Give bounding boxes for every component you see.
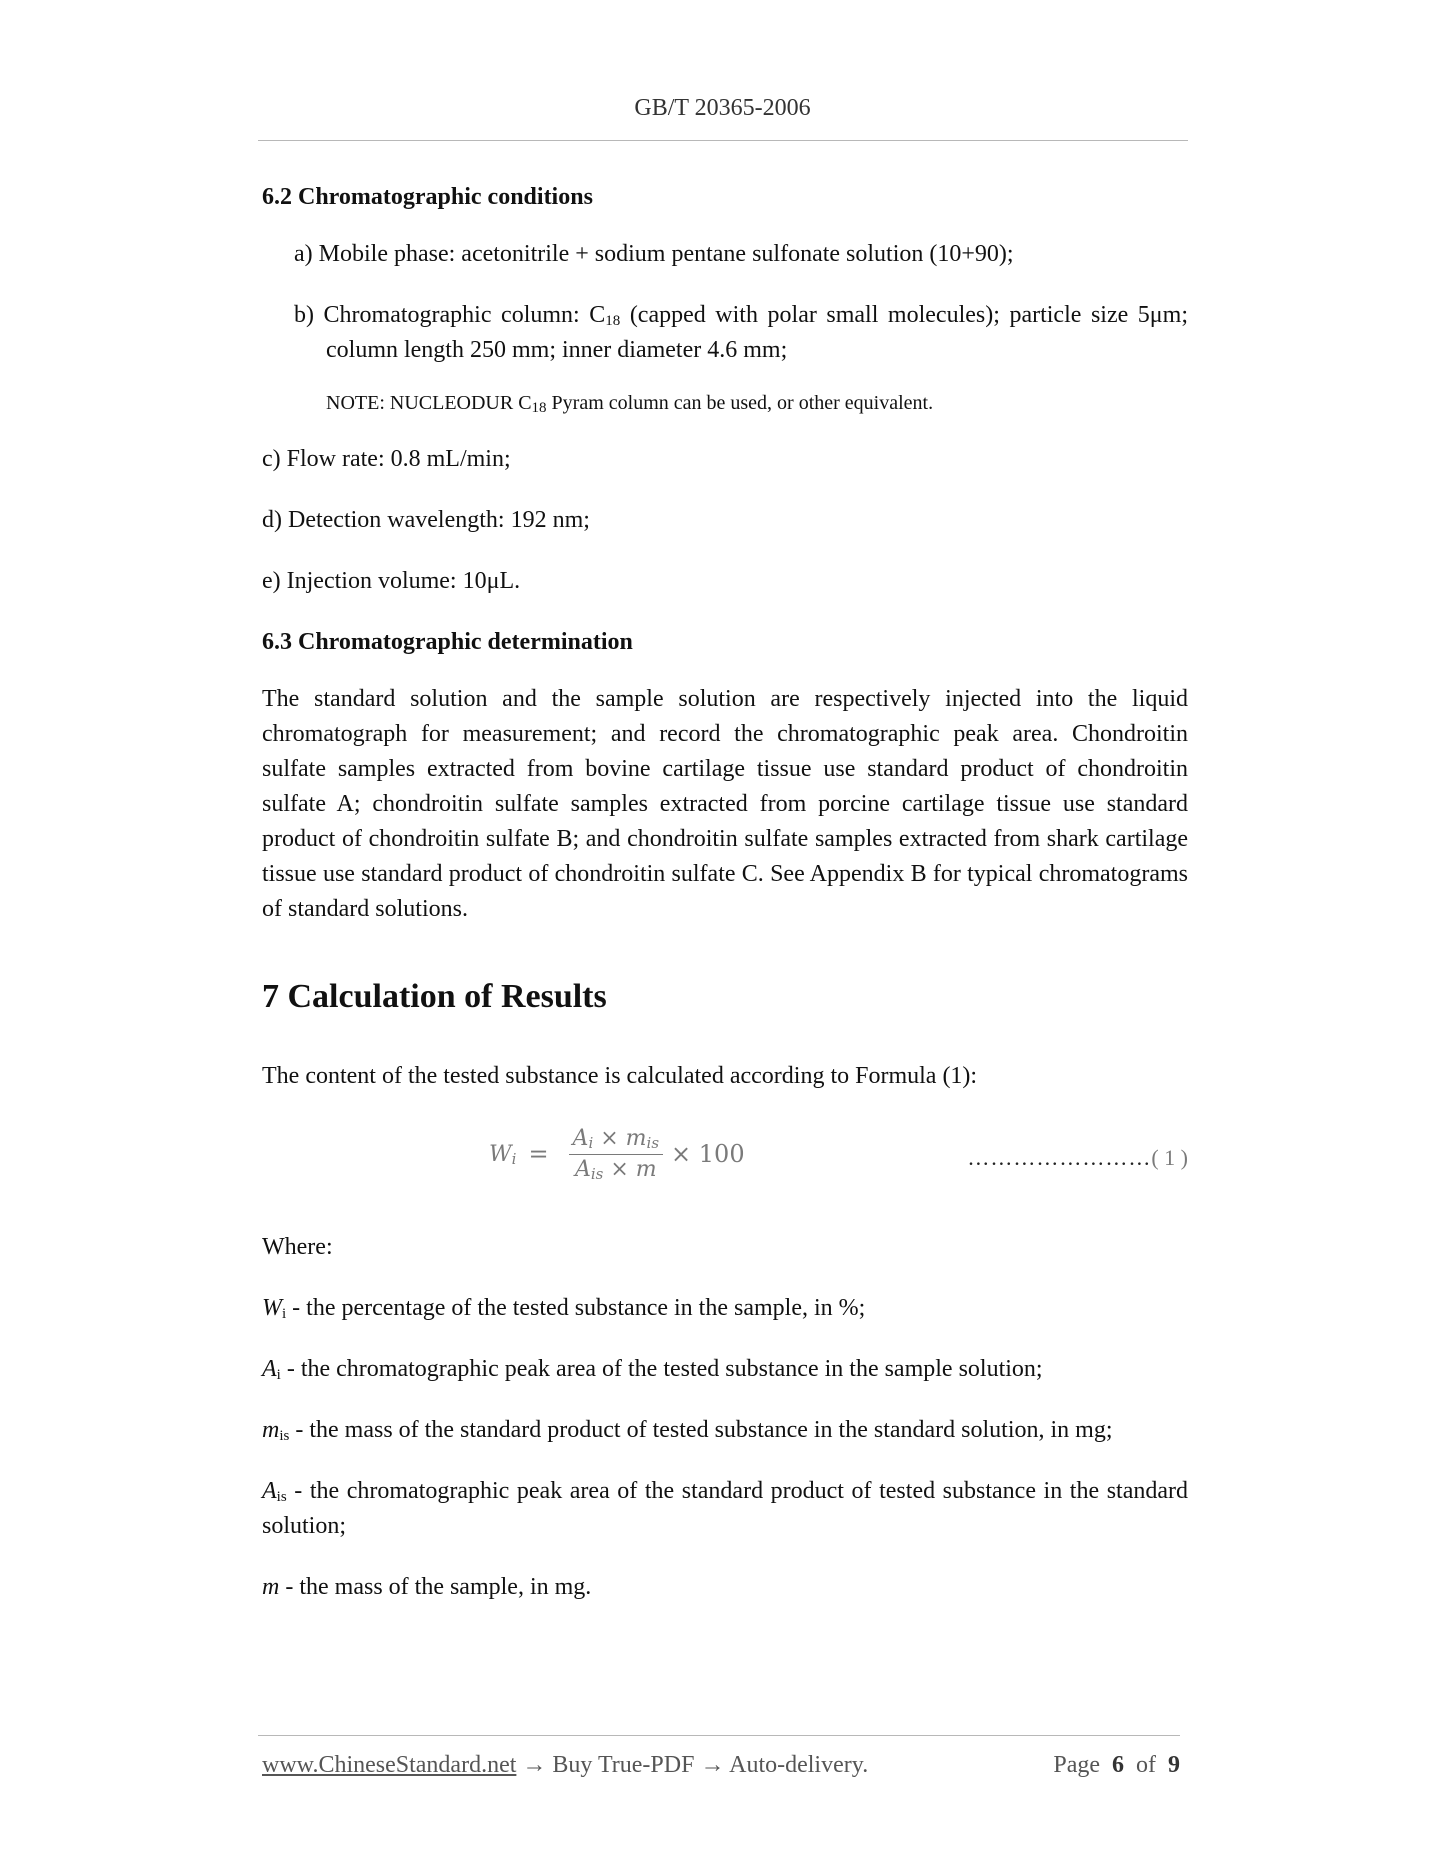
formula-1 xyxy=(262,1120,1188,1208)
heading-6-3: 6.3 Chromatographic determination xyxy=(262,629,633,655)
den-times: × xyxy=(603,1157,636,1182)
def-m xyxy=(262,1570,1188,1605)
formula-intro: The content of the tested substance is calculated according to Formula (1): xyxy=(262,1063,978,1089)
paragraph-6-3: The standard solution and the sample solution are respectively injected into the liquid chromatograph for measurement; and record the chromatographic peak area. Chondroitin sulfate samples extracted from bovine cartilage tissue use standard product of chondroitin sulfate A; chondroitin sulfate samples extracted from porcine cartilage tissue use standard product of chondroitin sulfate B; and chondroitin sulfate samples extracted from shark cartilage tissue use standard product of chondroitin sulfate C. See Appendix B for typical chromatograms of standard solutions. xyxy=(262,686,1188,922)
formula-expression xyxy=(489,1124,745,1185)
page-label: Page xyxy=(1053,1752,1100,1778)
page-number: 6 xyxy=(1112,1752,1124,1778)
def-ais-sym: A xyxy=(262,1478,277,1504)
def-mis-text: - the mass of the standard product of tested substance in the standard solution, in mg; xyxy=(289,1417,1113,1443)
def-ais xyxy=(262,1474,1188,1544)
heading-7: 7 Calculation of Results xyxy=(262,978,607,1015)
header-rule xyxy=(258,140,1188,141)
def-m-text: - the mass of the sample, in mg. xyxy=(279,1574,592,1600)
note-column xyxy=(262,388,1188,418)
formula-factor: × 100 xyxy=(671,1140,745,1168)
heading-6-2: 6.2 Chromatographic conditions xyxy=(262,184,593,210)
footer xyxy=(262,1752,1180,1779)
item-b-pre: b) Chromatographic column: C xyxy=(294,302,606,328)
note-sub: 18 xyxy=(531,400,547,416)
where-label: Where: xyxy=(262,1234,333,1260)
def-wi xyxy=(262,1291,1188,1326)
num-m: m xyxy=(625,1126,647,1151)
def-m-sym: m xyxy=(262,1574,280,1600)
header-doc-id: GB/T 20365-2006 xyxy=(634,95,811,121)
note-post: Pyram column can be used, or other equivalent. xyxy=(546,392,934,414)
formula-dots: …………………… xyxy=(967,1145,1152,1170)
footer-rule xyxy=(258,1735,1180,1736)
def-ai-sub: i xyxy=(276,1367,281,1383)
item-e: e) Injection volume: 10μL. xyxy=(262,568,521,594)
num-times: × xyxy=(593,1126,626,1151)
num-a-sub: i xyxy=(588,1134,594,1152)
num-m-sub: is xyxy=(646,1134,660,1152)
main-content xyxy=(262,180,1188,1631)
item-b-sub: 18 xyxy=(605,313,621,329)
formula-lhs-sym: W xyxy=(489,1142,512,1167)
formula-lhs xyxy=(489,1137,516,1172)
den-a: A xyxy=(574,1157,591,1182)
def-wi-text: - the percentage of the tested substance in the sample, in %; xyxy=(286,1295,866,1321)
item-d: d) Detection wavelength: 192 nm; xyxy=(262,507,590,533)
of-label: of xyxy=(1136,1752,1156,1778)
formula-numerator xyxy=(569,1124,664,1154)
def-wi-sub: i xyxy=(282,1306,287,1322)
note-pre: NOTE: NUCLEODUR C xyxy=(326,392,532,414)
def-mis-sub: is xyxy=(279,1428,290,1444)
den-a-sub: is xyxy=(590,1165,604,1183)
item-b xyxy=(262,298,1188,368)
def-ai-text: - the chromatographic peak area of the tested substance in the sample solution; xyxy=(280,1356,1043,1382)
num-a: A xyxy=(572,1126,589,1151)
page-indicator xyxy=(1053,1752,1180,1779)
def-mis-sym: m xyxy=(262,1417,280,1443)
den-m: m xyxy=(635,1157,657,1182)
formula-denominator xyxy=(571,1155,661,1185)
def-wi-sym: W xyxy=(262,1295,282,1321)
def-ais-sub: is xyxy=(276,1489,287,1505)
def-ai-sym: A xyxy=(262,1356,277,1382)
footer-text: → Buy True-PDF → Auto-delivery. xyxy=(516,1752,869,1778)
formula-equals: = xyxy=(528,1140,549,1168)
item-a: a) Mobile phase: acetonitrile + sodium pentane sulfonate solution (10+90); xyxy=(294,241,1014,267)
page-total: 9 xyxy=(1168,1752,1180,1778)
item-c: c) Flow rate: 0.8 mL/min; xyxy=(262,446,511,472)
def-ai xyxy=(262,1352,1188,1387)
def-mis xyxy=(262,1413,1188,1448)
formula-fraction xyxy=(569,1124,664,1185)
formula-lhs-sub: i xyxy=(511,1150,517,1168)
formula-number-label: ( 1 ) xyxy=(1151,1145,1188,1170)
item-b-post: (capped with polar small molecules); particle size 5μm; column length 250 mm; inner diameter 4.6 mm; xyxy=(326,302,1189,363)
footer-link[interactable]: www.ChineseStandard.net xyxy=(262,1752,517,1778)
def-ais-text: - the chromatographic peak area of the standard product of tested substance in the standard solution; xyxy=(262,1478,1188,1539)
formula-number xyxy=(967,1140,1188,1175)
